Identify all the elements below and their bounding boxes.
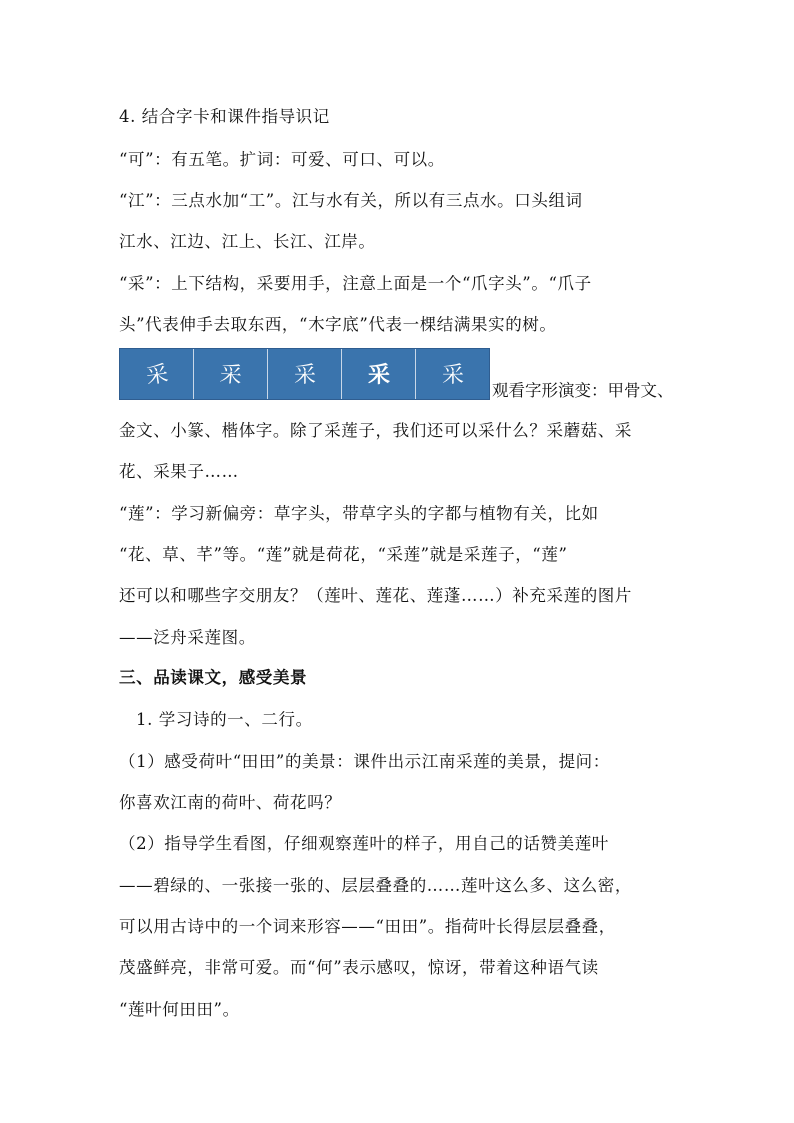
svg-text:采: 采 [218,361,243,389]
section-item-4: 4. 结合字卡和课件指导识记 [119,107,330,126]
step-2-line-1: （2）指导学生看图，仔细观察莲叶的样子，用自己的话赞美莲叶 [119,834,609,853]
regular-script-glyph-2 [416,349,489,399]
paragraph-ke: “可”：有五笔。扩词：可爱、可口、可以。 [119,150,445,169]
bronze-glyph [194,349,268,399]
paragraph-lian-1: “莲”：学习新偏旁：草字头，带草字头的字都与植物有关，比如 [119,504,599,523]
regular-script-glyph-1 [342,349,416,399]
small-seal-glyph [268,349,342,399]
evolution-caption: 观看字形演变：甲骨文、 [492,381,674,400]
paragraph-cai-4: 花、采果子…… [119,462,239,481]
paragraph-cai-3: 金文、小篆、楷体字。除了采莲子，我们还可以采什么？采蘑菇、采 [119,421,632,440]
paragraph-cai-1: “采”：上下结构，采要用手，注意上面是一个“爪字头”。“爪子 [119,274,592,293]
character-evolution-image [119,348,490,400]
svg-text:采: 采 [441,363,464,388]
step-1-line-1: （1）感受荷叶“田田”的美景：课件出示江南采莲的美景，提问： [119,752,610,771]
svg-text:采: 采 [144,361,170,389]
step-2-line-3: 可以用古诗中的一个词来形容——“田田”。指荷叶长得层层叠叠， [119,917,616,936]
paragraph-jiang-2: 江水、江边、江上、长江、江岸。 [119,232,376,251]
oracle-bone-glyph [120,349,194,399]
step-1-line-2: 你喜欢江南的荷叶、荷花吗？ [119,793,342,812]
paragraph-cai-2: 头”代表伸手去取东西，“木字底”代表一棵结满果实的树。 [119,315,557,334]
step-2-line-4: 茂盛鲜亮，非常可爱。而“何”表示感叹，惊讶，带着这种语气读 [119,958,599,977]
paragraph-jiang-1: “江”：三点水加“工”。江与水有关，所以有三点水。口头组词 [119,191,583,210]
paragraph-lian-2: “花、草、芊”等。“莲”就是荷花，“采莲”就是采莲子，“莲” [119,545,568,564]
step-2-line-5: “莲叶何田田”。 [119,1000,240,1019]
section-heading-3: 三、品读课文，感受美景 [119,668,308,687]
paragraph-lian-3: 还可以和哪些字交朋友？（莲叶、莲花、莲蓬……）补充采莲的图片 [119,586,632,605]
svg-text:采: 采 [367,363,390,388]
step-2-line-2: ——碧绿的、一张接一张的、层层叠叠的……莲叶这么多、这么密， [119,876,632,895]
paragraph-lian-4: ——泛舟采莲图。 [119,628,256,647]
svg-text:采: 采 [293,363,316,388]
sub-item-1: 1. 学习诗的一、二行。 [136,710,313,729]
